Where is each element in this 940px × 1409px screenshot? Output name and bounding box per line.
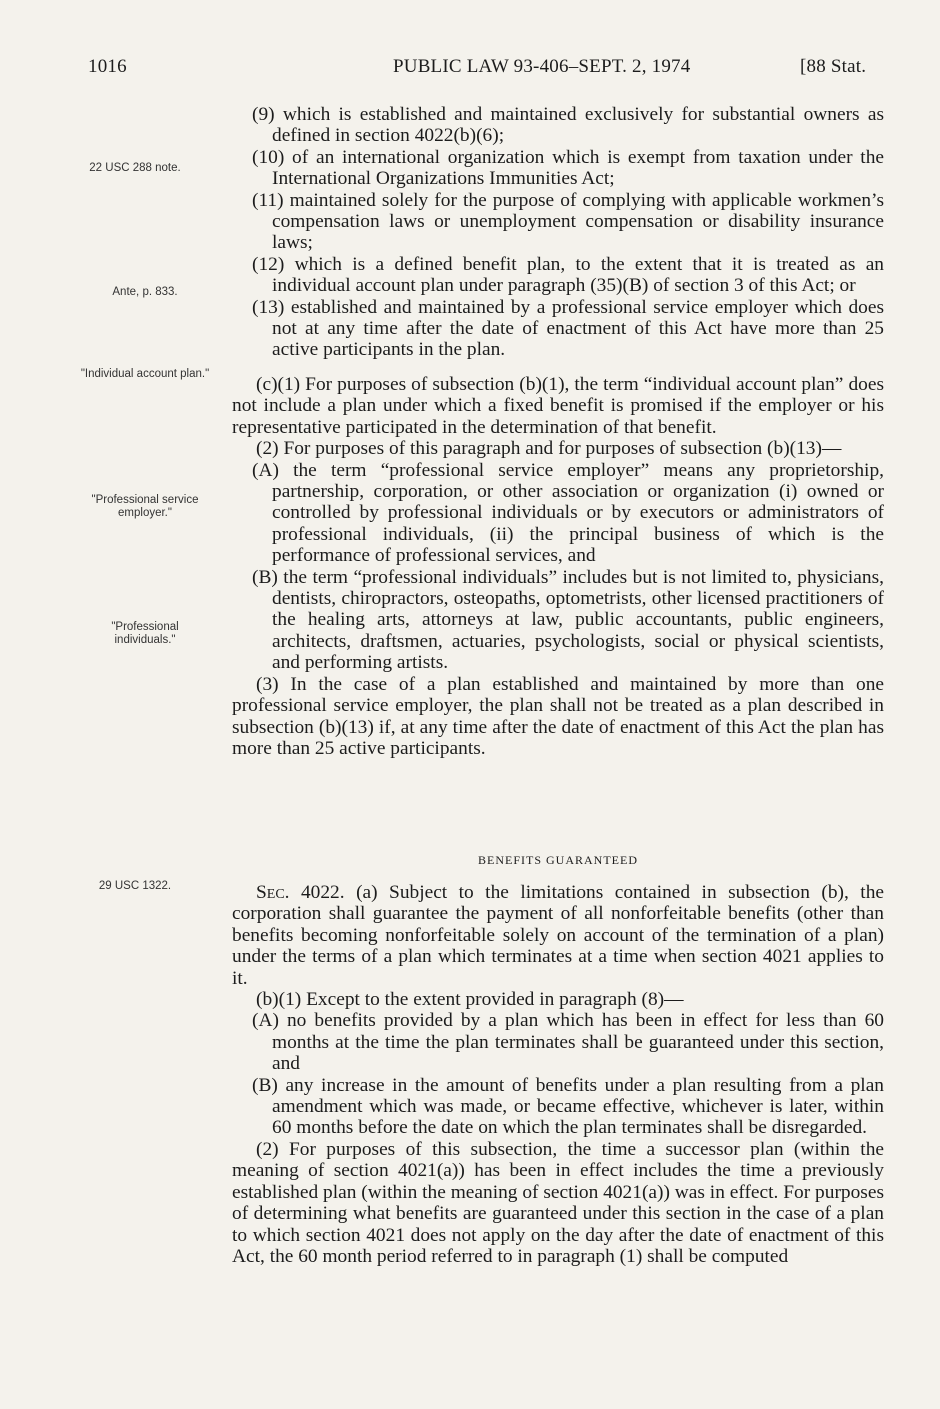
section-4022-a-text: (a) Subject to the limitations contained in subsection (b), the corporation shall guarantee the payment of all nonforfeitable benefits (other than benefits becoming nonforfeitable solely on account of the termination of a plan) under the terms of a plan which terminates at a time when section 4021 applies to it.: [232, 882, 884, 989]
page-number: 1016: [88, 56, 127, 77]
margin-note-ante: Ante, p. 833.: [112, 286, 178, 298]
section-heading: BENEFITS GUARANTEED: [478, 853, 638, 867]
section-4022-b-1: (b)(1) Except to the extent provided in paragraph (8)—: [256, 989, 684, 1011]
subsection-c-1: (c)(1) For purposes of subsection (b)(1), the term “individual account plan” does not include a plan under which a fixed benefit is promised if the employer or his representative participated in the determination of that benefit.: [232, 374, 884, 438]
section-label: Sec. 4022.: [256, 882, 345, 903]
section-4022-b-1-a: (A) no benefits provided by a plan which has been in effect for less than 60 months at the time the plan terminates shall be guaranteed under this section, and: [252, 1010, 884, 1075]
section-4022-b-1-b: (B) any increase in the amount of benefits under a plan resulting from a plan amendment which was made, or became effective, whichever is later, within 60 months before the date on which the plan terminates shall be disregarded.: [252, 1074, 884, 1139]
paragraph-9: (9) which is established and maintained exclusively for substantial owners as defined in section 4022(b)(6);: [252, 104, 884, 147]
margin-note-professional-service-employer: "Professional service employer.": [91, 494, 199, 519]
margin-note-29-usc-1322: 29 USC 1322.: [98, 880, 172, 892]
section-4022-a: [232, 882, 884, 989]
paragraph-12: (12) which is a defined benefit plan, to the extent that it is treated as an individual account plan under paragraph (35)(B) of section 3 of this Act; or: [252, 253, 884, 297]
running-header-title: PUBLIC LAW 93-406–SEPT. 2, 1974: [393, 56, 691, 77]
paragraph-13: (13) established and maintained by a professional service employer which does not at any time after the date of enactment of this Act have more than 25 active participants in the plan.: [252, 296, 884, 361]
subsection-c-2-a: (A) the term “professional service employer” means any proprietorship, partnership, corporation, or other association or organization (i) owned or controlled by professional individuals or by executors or administrators of professional individuals, (ii) the principal business of which is the performance of professional services, and: [252, 459, 884, 567]
section-4022-b-2: (2) For purposes of this subsection, the time a successor plan (within the meaning of section 4021(a)) has been in effect includes the time a previously established plan (within the meaning of section 4021(a)) was in effect. For purposes of determining what benefits are guaranteed under this section in the case of a plan to which section 4021 does not apply on the day after the date of enactment of this Act, the 60 month period referred to in paragraph (1) shall be computed: [232, 1138, 884, 1267]
paragraph-10: (10) of an international organization which is exempt from taxation under the International Organizations Immunities Act;: [252, 146, 884, 190]
margin-note-professional-individuals: "Professional individuals.": [111, 621, 179, 646]
paragraphs-9-to-13: [232, 104, 884, 361]
subsection-c-2-b: (B) the term “professional individuals” includes but is not limited to, physicians, dentists, chiropractors, osteopaths, optometrists, other licensed practitioners of the healing arts, attorneys at law, public accountants, public engineers, architects, draftsmen, actuaries, psychologists, social or physical scientists, and performing artists.: [252, 566, 884, 674]
margin-note-22-usc-288: 22 USC 288 note.: [89, 162, 181, 174]
paragraph-11: (11) maintained solely for the purpose of complying with applicable workmen’s compensation laws or unemployment compensation or disability insurance laws;: [252, 189, 884, 254]
subsection-c: [232, 374, 884, 759]
section-4022: [232, 882, 884, 1267]
statute-reference: [88 Stat.: [800, 56, 867, 77]
margin-note-individual-account-plan: "Individual account plan.": [80, 368, 210, 380]
subsection-c-2: (2) For purposes of this paragraph and for purposes of subsection (b)(13)—: [256, 438, 842, 460]
subsection-c-3: (3) In the case of a plan established and maintained by more than one professional service employer, the plan shall not be treated as a plan described in subsection (b)(13) if, at any time after the date of enactment of this Act the plan has more than 25 active participants.: [232, 673, 884, 759]
